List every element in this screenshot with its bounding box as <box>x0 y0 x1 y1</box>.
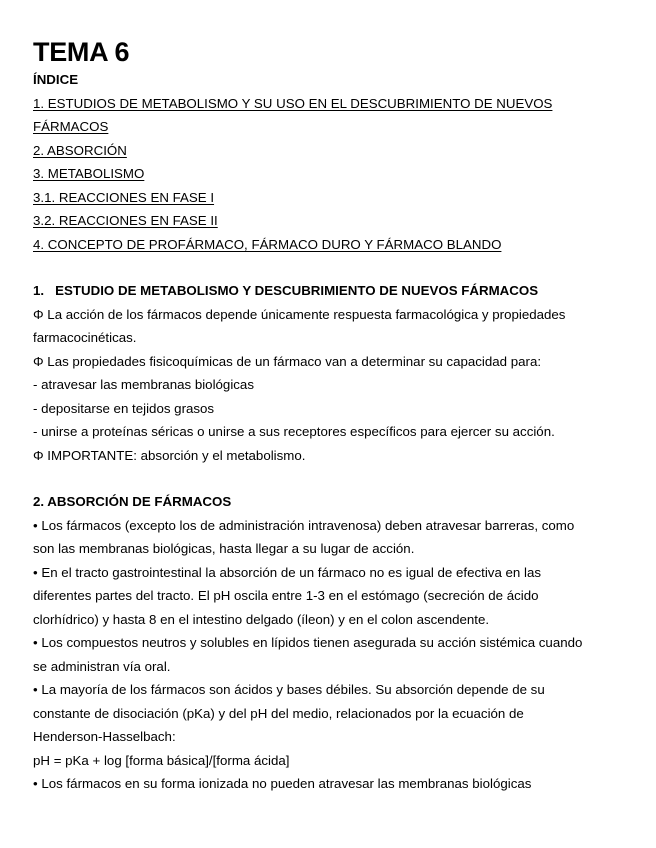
spacer <box>33 256 633 279</box>
paragraph-line: se administran vía oral. <box>33 658 171 674</box>
toc-item-1[interactable]: 1. ESTUDIOS DE METABOLISMO Y SU USO EN EL DESCUBRIMIENTO DE NUEVOS <box>33 95 553 111</box>
section-1-heading: 1. ESTUDIO DE METABOLISMO Y DESCUBRIMIENTO DE NUEVOS FÁRMACOS <box>33 283 539 298</box>
section-2-heading: 2. ABSORCIÓN DE FÁRMACOS <box>33 494 232 509</box>
paragraph-line: • La mayoría de los fármacos son ácidos y bases débiles. Su absorción depende de su <box>33 682 545 697</box>
paragraph-line: • Los fármacos en su forma ionizada no pueden atravesar las membranas biológicas <box>33 776 532 791</box>
paragraph-line: Φ Las propiedades fisicoquímicas de un fármaco van a determinar su capacidad para: <box>33 353 542 369</box>
paragraph-line: • Los compuestos neutros y solubles en lípidos tienen asegurada su acción sistémica cuando <box>33 635 583 650</box>
toc-item-2[interactable]: 2. ABSORCIÓN <box>33 142 127 158</box>
paragraph-line: • Los fármacos (excepto los de administración intravenosa) deben atravesar barreras, como <box>33 517 575 533</box>
paragraph-line: diferentes partes del tracto. El pH oscila entre 1-3 en el estómago (secreción de ácido <box>33 588 539 603</box>
page-title: TEMA 6 <box>33 37 130 67</box>
table-of-contents <box>33 92 633 257</box>
paragraph-line: clorhídrico) y hasta 8 en el intestino delgado (íleon) y en el colon ascendente. <box>33 611 490 627</box>
paragraph-line: Henderson-Hasselbach: <box>33 729 176 744</box>
section-2 <box>33 490 633 796</box>
toc-item-3[interactable]: 3. METABOLISMO <box>33 166 145 181</box>
formula-line: pH = pKa + log [forma básica]/[forma ácida] <box>33 752 290 768</box>
paragraph-line: - atravesar las membranas biológicas <box>33 377 254 392</box>
toc-item-3-2[interactable]: 3.2. REACCIONES EN FASE II <box>33 213 218 228</box>
toc-item-1-cont[interactable]: FÁRMACOS <box>33 119 109 134</box>
index-heading: ÍNDICE <box>33 72 79 87</box>
paragraph-line: Φ La acción de los fármacos depende únicamente respuesta farmacológica y propiedades <box>33 306 566 322</box>
section-1 <box>33 279 633 467</box>
document-page <box>33 36 633 796</box>
spacer <box>33 467 633 490</box>
paragraph-line: • En el tracto gastrointestinal la absorción de un fármaco no es igual de efectiva en las <box>33 564 542 580</box>
paragraph-line: constante de disociación (pKa) y del pH del medio, relacionados por la ecuación de <box>33 705 524 721</box>
paragraph-line: son las membranas biológicas, hasta llegar a su lugar de acción. <box>33 541 415 556</box>
paragraph-line: - depositarse en tejidos grasos <box>33 400 215 416</box>
toc-item-3-1[interactable]: 3.1. REACCIONES EN FASE I <box>33 189 215 205</box>
toc-item-4[interactable]: 4. CONCEPTO DE PROFÁRMACO, FÁRMACO DURO Y FÁRMACO BLANDO <box>33 236 502 252</box>
paragraph-line: - unirse a proteínas séricas o unirse a sus receptores específicos para ejercer su acción. <box>33 424 555 439</box>
paragraph-line: farmacocinéticas. <box>33 330 137 345</box>
paragraph-line: Φ IMPORTANTE: absorción y el metabolismo. <box>33 447 306 463</box>
